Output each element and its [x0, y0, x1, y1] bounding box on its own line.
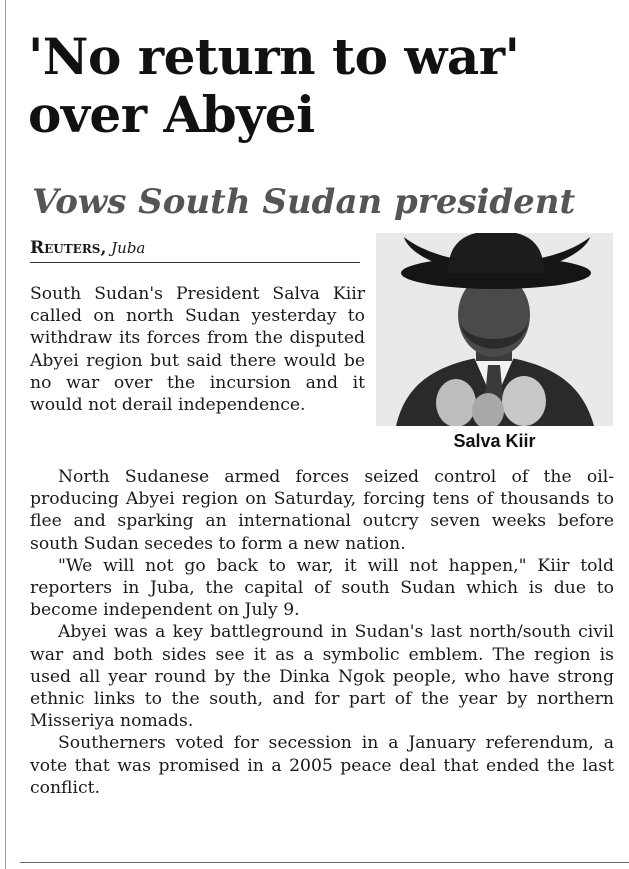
- byline-location: Juba: [111, 239, 146, 257]
- byline-agency: Reuters,: [30, 238, 107, 258]
- headline-line-1: 'No return to war': [28, 27, 520, 86]
- article-paragraph-4: Abyei was a key battleground in Sudan's last north/south civil war and both sides see it as a symbolic emblem. The region is used all year round by the Dinka Ngok people, who have strong ethnic links to the south, and for part of the year by northern Misseriya nomads.: [30, 622, 614, 732]
- article-headline: [28, 28, 618, 144]
- bottom-rule: [20, 862, 629, 863]
- article-paragraph-5: Southerners voted for secession in a January referendum, a vote that was promised in a 2005 peace deal that ended the last conflict.: [30, 733, 614, 798]
- portrait-photo-icon: [376, 233, 613, 426]
- byline: [30, 238, 360, 263]
- column-left-rule: [5, 0, 6, 869]
- article-paragraph-3: "We will not go back to war, it will not happen," Kiir told reporters in Juba, the capital of south Sudan which is due to become independent on July 9.: [30, 555, 614, 621]
- headline-line-2: over Abyei: [28, 85, 315, 144]
- article-subheadline: Vows South Sudan president: [32, 182, 576, 222]
- article-body: [30, 466, 614, 799]
- article-paragraph-1: South Sudan's President Salva Kiir called on north Sudan yesterday to withdraw its forces from the disputed Abyei region but said there would be no war over the incursion and it would not derail independence.: [30, 284, 365, 416]
- photo-caption: Salva Kiir: [453, 431, 536, 451]
- portrait-illustration: [376, 233, 613, 426]
- article-paragraph-2: North Sudanese armed forces seized control of the oil-producing Abyei region on Saturday, forcing tens of thousands to flee and sparking an international outcry seven weeks before south Sudan secedes to form a new nation.: [30, 467, 614, 554]
